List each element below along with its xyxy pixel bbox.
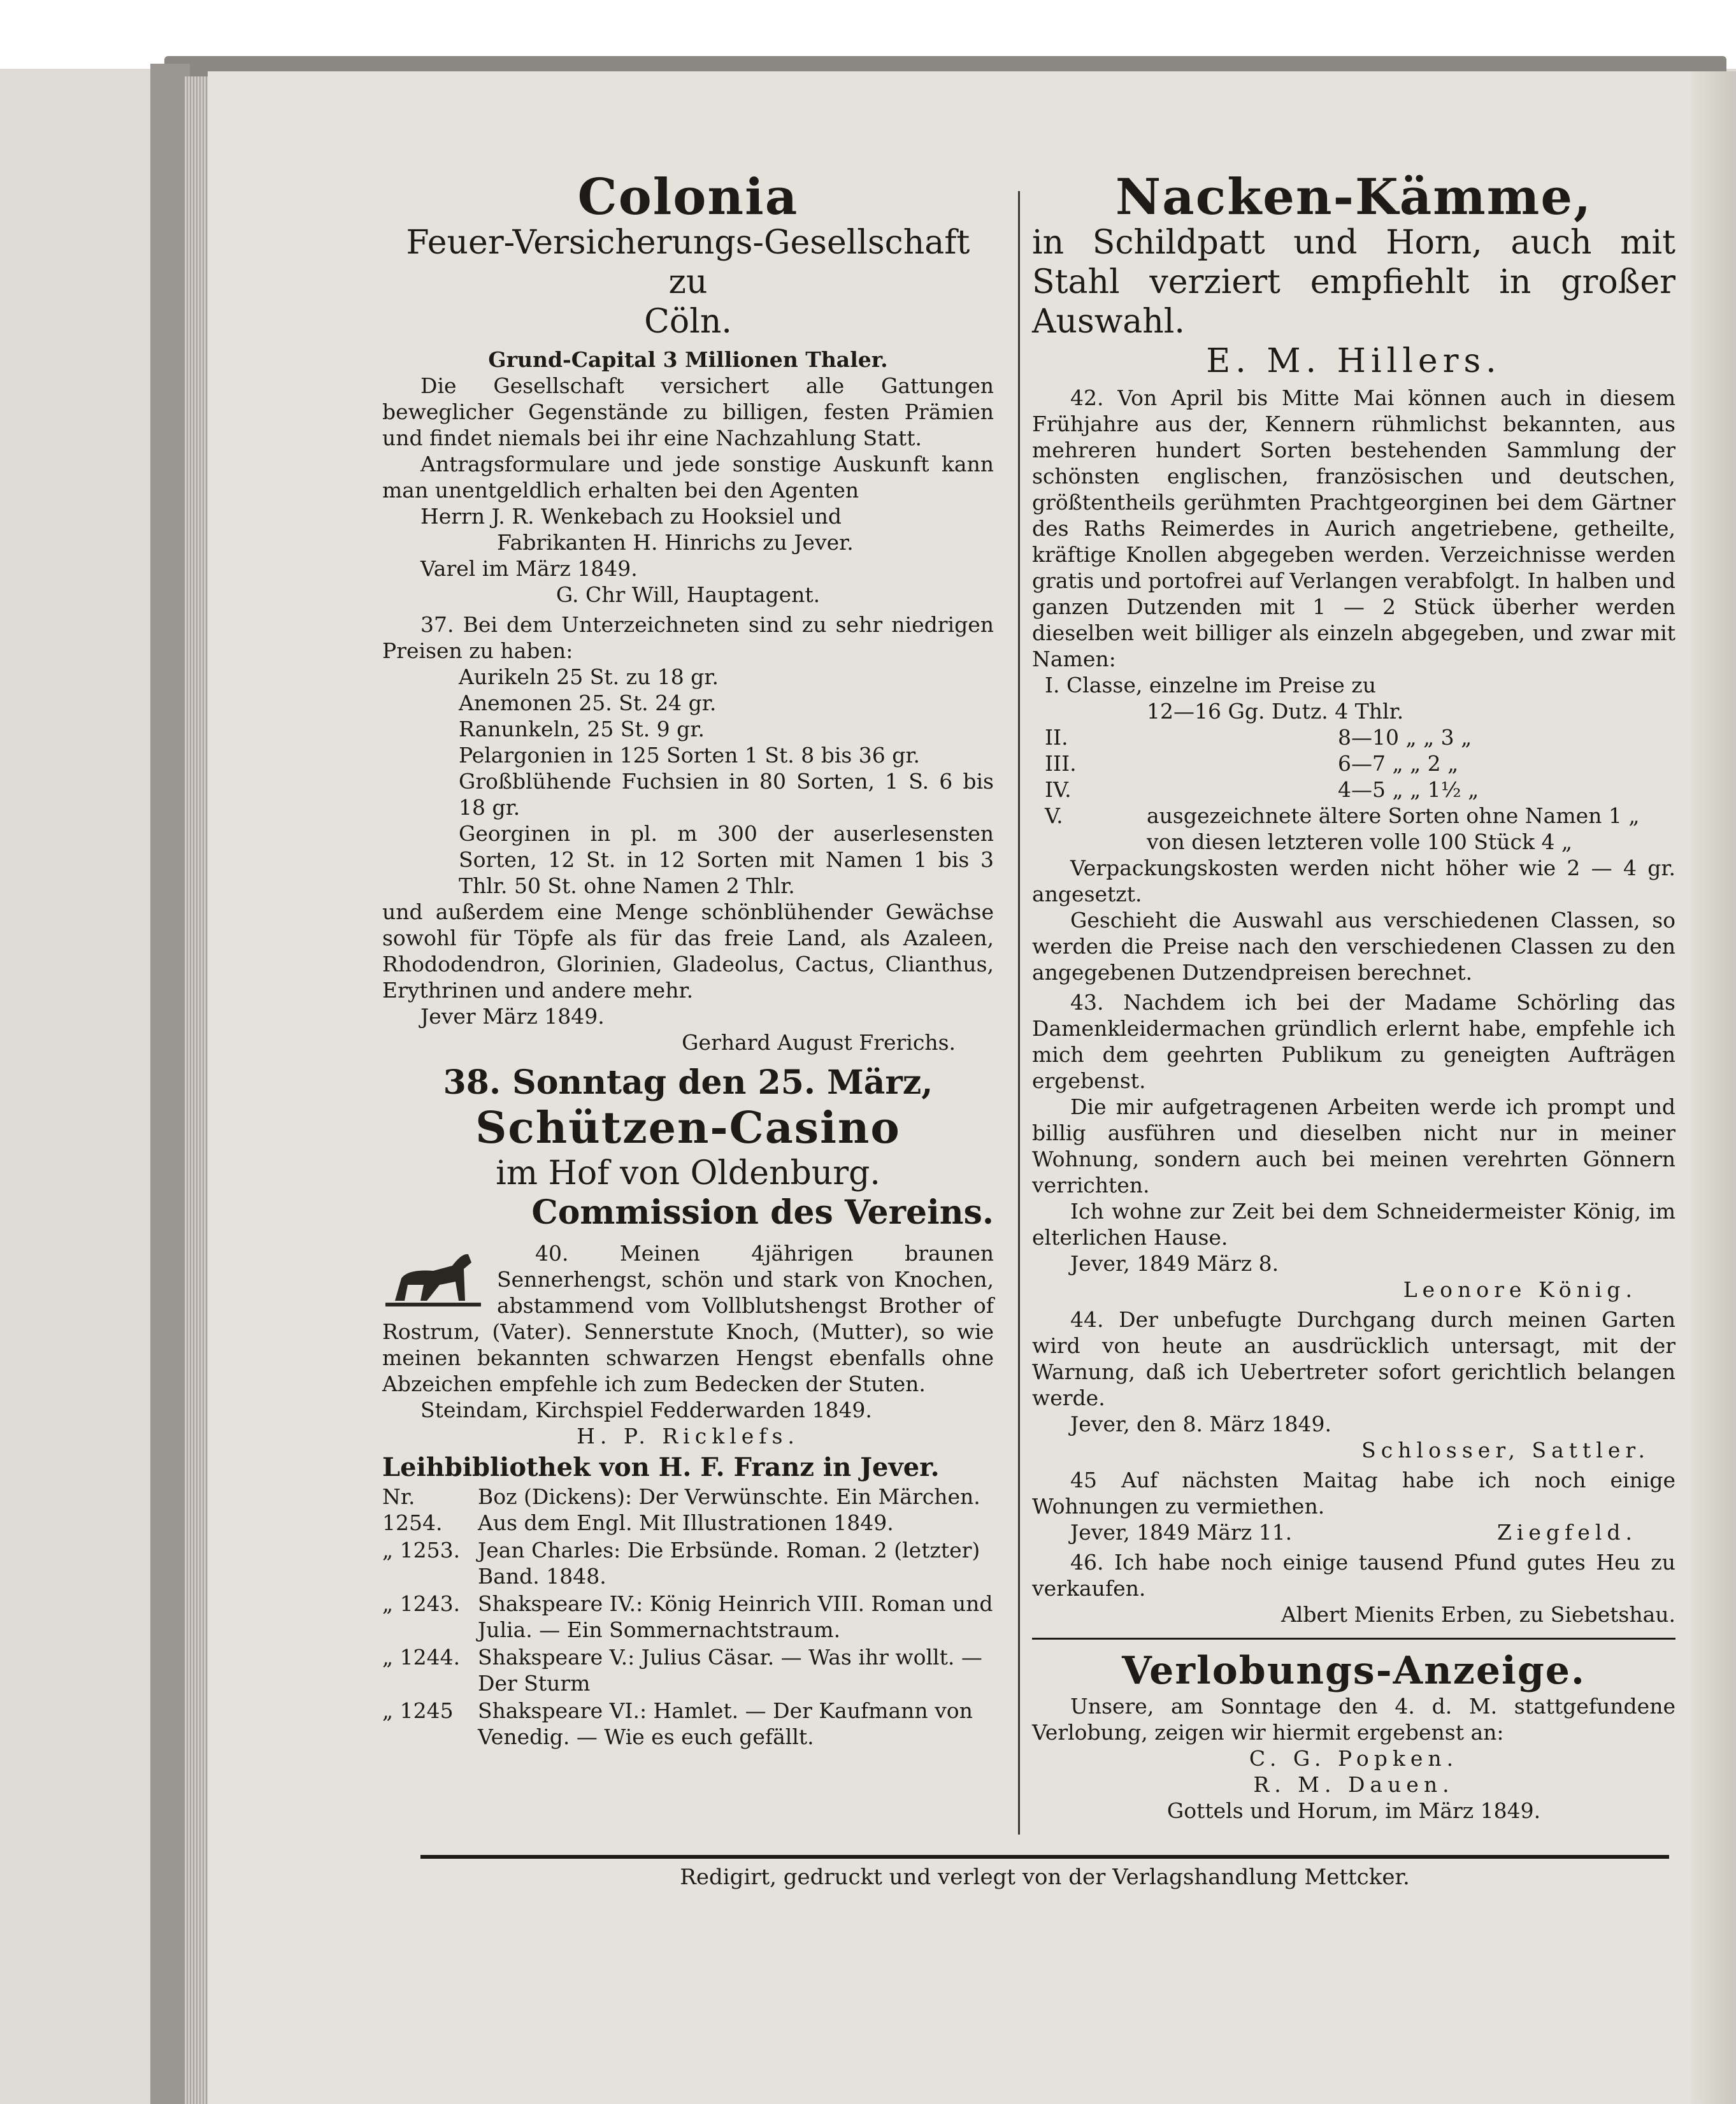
library-list: [382, 1484, 994, 1751]
library-number: „ 1244.: [382, 1645, 461, 1670]
colonia-date: Varel im März 1849.: [420, 556, 638, 581]
library-entry: Shakspeare IV.: König Heinrich VIII. Roman und Julia. — Ein Sommernachtstraum.: [478, 1591, 993, 1642]
capital-line: Grund-Capital 3 Millionen Thaler.: [488, 347, 888, 372]
ad-44-text: 44. Der unbefugte Durchgang durch meinen Garten wird von heute an ausdrücklich untersagt, mit der Warnung, daß ich Uebertreter sofort gerichtlich belangen werde.: [1032, 1307, 1675, 1410]
nk-signature: E. M. Hillers.: [1206, 342, 1502, 380]
nk-title: Nacken-Kämme,: [1115, 168, 1593, 226]
class-value: von diesen letzteren volle 100 Stück 4 „: [1147, 829, 1573, 854]
ad-45-text: 45 Auf nächsten Maitag habe ich noch einige Wohnungen zu vermiethen.: [1032, 1468, 1675, 1519]
ad-40: [382, 1240, 994, 1397]
colonia-signature: G. Chr Will, Hauptagent.: [556, 582, 821, 607]
library-entry: Shakspeare VI.: Hamlet. — Der Kaufmann von Venedig. — Wie es euch gefällt.: [478, 1698, 973, 1749]
ad-42-text: 42. Von April bis Mitte Mai können auch in diesem Frühjahre aus der, Kennern rühmlichst bekannten, aus mehreren hundert Sorten bestehenden Sammlung der schönsten englischen, französischen und deutschen, größtentheils gerühmten Prachtgeorginen bei dem Gärtner des Raths Reimerdes in Aurich angetriebene, getheilte, kräftige Knollen abgegeben werden. Verzeichnisse werden gratis und portofrei auf Verlangen verabfolgt. In halben und ganzen Dutzenden mit 1 — 2 Stück überher werden dieselben weit billiger als einzeln abgegeben, und zwar mit Namen:: [1032, 385, 1675, 671]
list-item: Aurikeln 25 St. zu 18 gr.: [459, 664, 719, 689]
library-entry: Boz (Dickens): Der Verwünschte. Ein Märchen. Aus dem Engl. Mit Illustrationen 1849.: [478, 1484, 980, 1535]
ad-37-list: [382, 664, 994, 899]
section-rule: [1032, 1638, 1675, 1640]
class-value: 8—10 „ „ 3 „: [1338, 725, 1472, 750]
class-label: I. Classe, einzelne im Preise zu: [1045, 673, 1376, 698]
ad-38-line: Commission des Vereins.: [531, 1193, 994, 1232]
ad-45-signature: Ziegfeld.: [1496, 1520, 1637, 1545]
colonia-paragraph: Antragsformulare und jede sonstige Auskunft kann man unentgeldlich erhalten bei den Agenten: [382, 452, 994, 503]
colonia-subtitle: Feuer-Versicherungs-Gesellschaft zu: [406, 224, 970, 301]
verlobung-text: Unsere, am Sonntage den 4. d. M. stattgefundene Verlobung, zeigen wir hiermit ergebenst an:: [1032, 1694, 1675, 1745]
ad-43-signature: Leonore König.: [1403, 1277, 1637, 1302]
ad-44-date: Jever, den 8. März 1849.: [1070, 1412, 1332, 1436]
class-label: III.: [1045, 751, 1077, 776]
class-value: 6—7 „ „ 2 „: [1338, 751, 1459, 776]
ad-40-place: Steindam, Kirchspiel Fedderwarden 1849.: [420, 1398, 872, 1422]
colonia-subtitle-2: Cöln.: [644, 303, 732, 341]
class-label: IV.: [1045, 777, 1072, 802]
ad-45-date: Jever, 1849 März 11.: [1070, 1520, 1293, 1545]
ad-45-footer: [1032, 1519, 1675, 1545]
ad-37-signature: Gerhard August Frerichs.: [682, 1030, 956, 1055]
ad-37-intro: 37. Bei dem Unterzeichneten sind zu sehr niedrigen Preisen zu haben:: [382, 612, 994, 663]
colonia-paragraph: Die Gesellschaft versichert alle Gattungen beweglicher Gegenstände zu billigen, festen Prämien und findet niemals bei ihr eine Nachzahlung Statt.: [382, 373, 994, 450]
library-entry: Jean Charles: Die Erbsünde. Roman. 2 (letzter) Band. 1848.: [478, 1538, 980, 1589]
library-title: Leihbibliothek von H. F. Franz in Jever.: [382, 1452, 940, 1482]
ad-38-title: Schützen-Casino: [475, 1103, 901, 1154]
colonia-title: Colonia: [577, 168, 799, 226]
page-right-edge: [1691, 71, 1736, 2104]
left-column: [382, 168, 994, 1751]
verlobung-name: R. M. Dauen.: [1253, 1772, 1454, 1797]
library-number: „ 1245: [382, 1698, 454, 1723]
class-label: V.: [1045, 803, 1063, 828]
agent-line: Herrn J. R. Wenkebach zu Hooksiel und: [420, 504, 842, 529]
ad-43-date: Jever, 1849 März 8.: [1070, 1251, 1279, 1276]
library-number: „ 1243.: [382, 1591, 461, 1616]
ad-43-text: 43. Nachdem ich bei der Madame Schörling das Damenkleidermachen gründlich erlernt habe, empfehle ich mich dem geehrten Publikum zu geneigten Aufträgen ergebenst.: [1032, 990, 1675, 1093]
verlobung-title: Verlobungs-Anzeige.: [1122, 1649, 1586, 1693]
ad-37-date: Jever März 1849.: [420, 1004, 605, 1029]
price-classes: [1032, 672, 1675, 855]
ad-43-paragraph: Die mir aufgetragenen Arbeiten werde ich prompt und billig ausführen und dieselben nicht nur in meiner Wohnung, sondern auch bei meinen verehrten Gönnern verrichten.: [1032, 1094, 1675, 1198]
ad-38-line: 38. Sonntag den 25. März,: [443, 1063, 933, 1102]
horse-icon: [382, 1240, 484, 1317]
ad-43-paragraph: Ich wohne zur Zeit bei dem Schneidermeister König, im elterlichen Hause.: [1032, 1199, 1675, 1250]
library-entry: Shakspeare V.: Julius Cäsar. — Was ihr wollt. — Der Sturm: [478, 1645, 982, 1696]
class-value: 4—5 „ „ 1½ „: [1338, 777, 1479, 802]
page-edges: [185, 76, 210, 2104]
column-divider: [1018, 191, 1020, 1835]
ad-42-paragraph: Geschieht die Auswahl aus verschiedenen Classen, so werden die Preise nach den verschiedenen Classen zu den angegebenen Dutzendpreisen berechnet.: [1032, 908, 1675, 985]
agent-line: Fabrikanten H. Hinrichs zu Jever.: [497, 530, 854, 555]
ad-38-line: im Hof von Oldenburg.: [496, 1154, 880, 1192]
right-column: [1032, 168, 1675, 1824]
list-item: Georginen in pl. m 300 der auserlesensten Sorten, 12 St. in 12 Sorten mit Namen 1 bis 3 Thlr. 50 St. ohne Namen 2 Thlr.: [459, 821, 994, 898]
class-value: ausgezeichnete ältere Sorten ohne Namen 1 „: [1147, 803, 1640, 828]
verlobung-place: Gottels und Horum, im März 1849.: [1166, 1798, 1541, 1823]
class-label: [1045, 829, 1147, 855]
ad-40-signature: H. P. Ricklefs.: [577, 1424, 800, 1449]
list-item: Großblühende Fuchsien in 80 Sorten, 1 S. 6 bis 18 gr.: [459, 769, 994, 820]
list-item: Anemonen 25. St. 24 gr.: [459, 691, 717, 715]
list-item: Pelargonien in 125 Sorten 1 St. 8 bis 36 gr.: [459, 743, 921, 768]
book-cover-left: [150, 64, 190, 2104]
class-value: 12—16 Gg. Dutz. 4 Thlr.: [1147, 699, 1404, 724]
ad-44-signature: Schlosser, Sattler.: [1361, 1438, 1650, 1463]
ad-42-paragraph: Verpackungskosten werden nicht höher wie 2 — 4 gr. angesetzt.: [1032, 855, 1675, 906]
verlobung-name: C. G. Popken.: [1249, 1746, 1459, 1771]
library-number: Nr. 1254.: [382, 1484, 443, 1535]
class-label: II.: [1045, 725, 1068, 750]
list-item: Ranunkeln, 25 St. 9 gr.: [459, 717, 705, 741]
footer-imprint: Redigirt, gedruckt und verlegt von der Verlagshandlung Mettcker.: [680, 1864, 1410, 1890]
ad-46-text: 46. Ich habe noch einige tausend Pfund gutes Heu zu verkaufen.: [1032, 1550, 1675, 1601]
ad-40-text: 40. Meinen 4jährigen braunen Sennerhengst, schön und stark von Knochen, abstammend vom Vollblutshengst Brother of Rostrum, (Vater). Sennerstute Knoch, (Mutter), so wie meinen bekannten schwarzen Hengst ebenfalls ohne Abzeichen empfehle ich zum Bedecken der Stuten.: [382, 1241, 994, 1396]
ad-37-paragraph: und außerdem eine Menge schönblühender Gewächse sowohl für Töpfe als für das freie Land, als Azaleen, Rhododendron, Glorinien, Gladeolus, Cactus, Clianthus, Erythrinen und andere mehr.: [382, 899, 994, 1003]
library-number: „ 1253.: [382, 1538, 461, 1563]
ad-46-signature: Albert Mienits Erben, zu Siebetshau.: [1280, 1602, 1675, 1627]
nk-subtitle: in Schildpatt und Horn, auch mit Stahl verziert empfiehlt in großer Auswahl.: [1032, 224, 1675, 341]
footer-rule: [420, 1855, 1669, 1859]
